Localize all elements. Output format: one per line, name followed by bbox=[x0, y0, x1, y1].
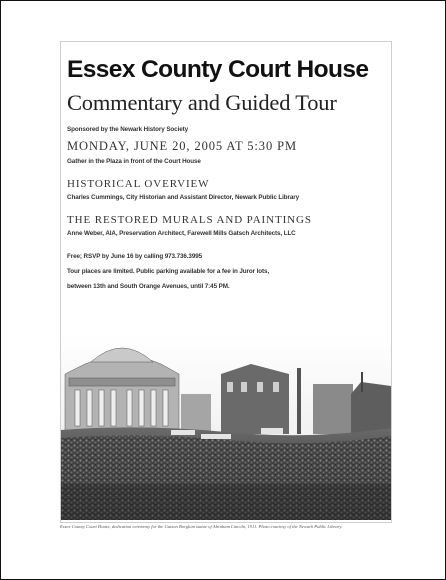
poster-title: Essex County Court House bbox=[67, 56, 369, 83]
event-date-time: MONDAY, JUNE 20, 2005 AT 5:30 PM bbox=[67, 139, 297, 153]
courthouse-crowd-photo bbox=[61, 334, 391, 520]
rsvp-line-3: between 13th and South Orange Avenues, until 7:45 PM. bbox=[67, 283, 230, 290]
gathering-location: Gather in the Plaza in front of the Court House bbox=[67, 158, 201, 165]
section-heading-murals: THE RESTORED MURALS AND PAINTINGS bbox=[67, 214, 312, 226]
event-poster bbox=[60, 41, 392, 523]
section-speaker-murals: Anne Weber, AIA, Preservation Architect, Farewell Mills Gatsch Architects, LLC bbox=[67, 230, 296, 237]
rsvp-line-2: Tour places are limited. Public parking available for a fee in Juror lots, bbox=[67, 268, 270, 275]
section-heading-historical-overview: HISTORICAL OVERVIEW bbox=[67, 178, 210, 190]
poster-subtitle: Commentary and Guided Tour bbox=[67, 90, 337, 115]
sponsor-text: Sponsored by the Newark History Society bbox=[67, 126, 189, 133]
section-speaker-historical: Charles Cummings, City Historian and Assistant Director, Newark Public Library bbox=[67, 194, 300, 201]
rsvp-line-1: Free; RSVP by June 16 by calling 973.736.3995 bbox=[67, 253, 203, 260]
photo-caption: Essex County Court House, dedication ceremony for the Gutzon Borglum statue of Abraham Lincoln, 1911. Photo courtesy of the Newark Public Library. bbox=[60, 524, 343, 529]
